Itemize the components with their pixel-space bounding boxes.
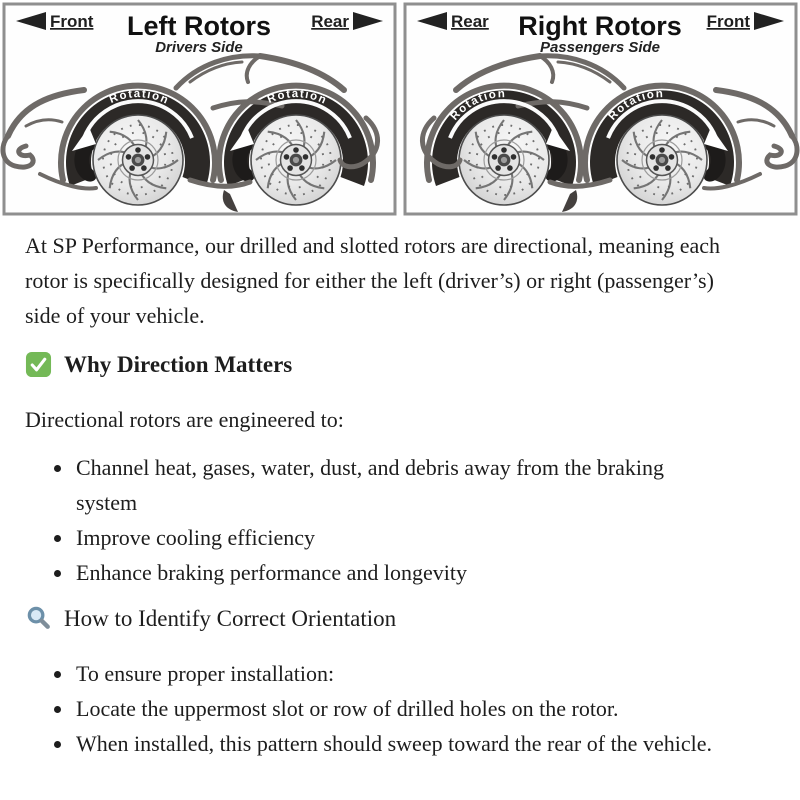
orientation-steps-list xyxy=(25,656,722,761)
panel-subtitle: Drivers Side xyxy=(155,39,243,56)
panel-title: Left Rotors xyxy=(127,11,271,41)
list-item: • Improve cooling efficiency xyxy=(74,520,722,555)
benefits-list xyxy=(25,450,722,590)
rotation-label: Rotation xyxy=(606,88,664,123)
panel-title: Right Rotors xyxy=(518,11,682,41)
panel-subtitle: Passengers Side xyxy=(539,39,661,56)
rotation-label: Rotation xyxy=(448,88,506,123)
list-item: • To ensure proper installation: xyxy=(74,656,722,691)
list-item: • When installed, this pattern should sweep toward the rear of the vehicle. xyxy=(74,726,722,761)
list-item: • Enhance braking performance and longevity xyxy=(74,555,722,590)
rotation-label: Rotation xyxy=(107,88,171,107)
intro-paragraph: At SP Performance, our drilled and slotted rotors are directional, meaning each rotor is specifically designed for either the left (driver’s) or right (passenger’s) side of your vehicle. xyxy=(25,233,721,328)
magnifier-icon xyxy=(25,605,52,632)
rotation-label: Rotation xyxy=(265,88,329,107)
section-heading-why-direction-matters xyxy=(25,347,722,382)
section-title: Why Direction Matters xyxy=(64,352,293,377)
section-heading-identify-orientation xyxy=(25,601,722,636)
front-label: Front xyxy=(50,12,94,31)
front-label: Front xyxy=(706,12,750,31)
article xyxy=(0,218,800,765)
rotor-direction-diagram xyxy=(0,0,800,218)
list-item: • Locate the uppermost slot or row of drilled holes on the rotor. xyxy=(74,691,722,726)
check-mark-icon xyxy=(25,351,52,378)
rear-label: Rear xyxy=(451,12,489,31)
section-lead: Directional rotors are engineered to: xyxy=(25,407,344,432)
rear-label: Rear xyxy=(311,12,349,31)
section-title: How to Identify Correct Orientation xyxy=(64,606,397,631)
list-item: • Channel heat, gases, water, dust, and debris away from the braking system xyxy=(74,450,722,520)
